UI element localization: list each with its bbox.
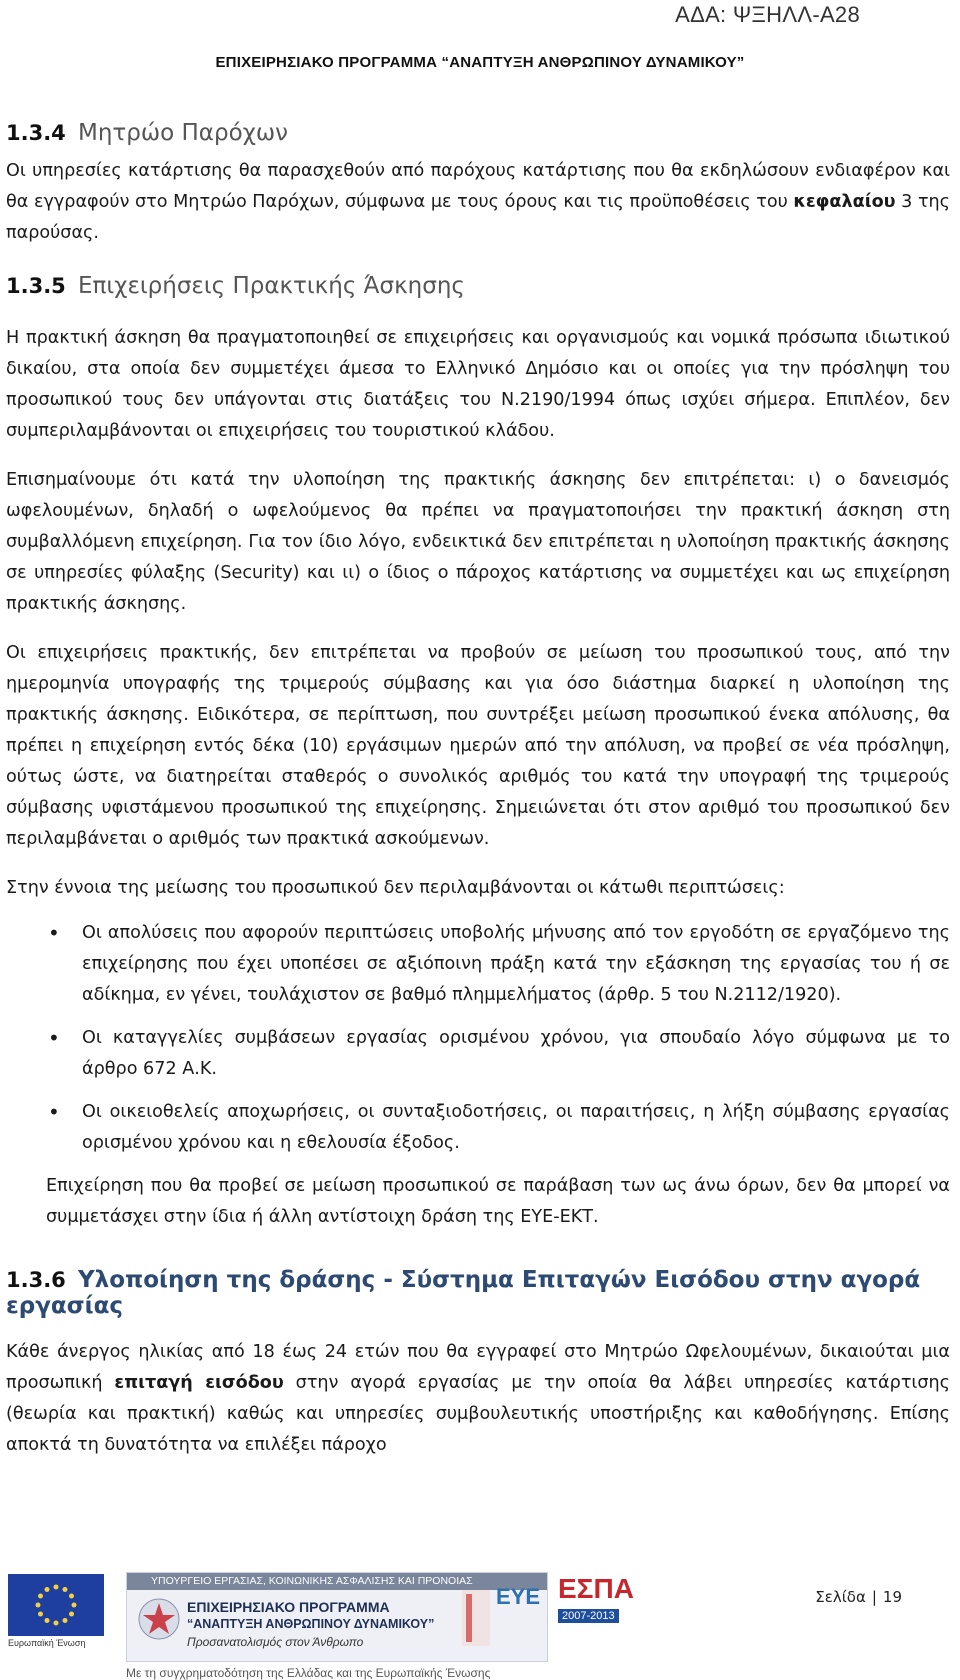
footer [0,1568,960,1678]
paragraph: Η πρακτική άσκηση θα πραγματοποιηθεί σε επιχειρήσεις και οργανισμούς και νομικά πρόσωπα ιδιωτικού δικαίου, στα οποία δεν συμμετέχει άμεσα το Ελληνικό Δημόσιο και οι οποίες για την πρόσληψη του προσωπικού τους δεν υπάγονται στις διατάξεις του Ν.2190/1994 όπως ισχύει σήμερα. Επιπλέον, δεν συμπεριλαμβάνονται οι επιχειρήσεις του τουριστικού κλάδου. [6,328,950,441]
page-number: Σελίδα | 19 [815,1588,902,1606]
eu-caption: Ευρωπαϊκή Ένωση [8,1638,86,1648]
section-heading-1-3-6 [6,1267,950,1319]
paragraph: Στην έννοια της μείωσης του προσωπικού δεν περιλαμβάνονται οι κάτωθι περιπτώσεις: [6,878,785,898]
bullet-icon: • [48,921,60,945]
paragraph: Οι επιχειρήσεις πρακτικής, δεν επιτρέπεται να προβούν σε μείωση του προσωπικού τους, από την ημερομηνία υπογραφής της τριμερούς σύμβασης και για όσο διάστημα διαρκεί η υλοποίηση της πρακτικής άσκησης. Ειδικότερα, σε περίπτωση, που συντρέξει μείωση προσωπικού ένεκα απόλυσης, θα πρέπει η επιχείρηση εντός δέκα (10) εργάσιμων ημερών από την απόλυση, να προβεί σε νέα πρόσληψη, ούτως ώστε, να διατηρείται σταθερός ο συνολικός αριθμός του κατά την υπογραφή της τριμερούς σύμβασης υφιστάμενου προσωπικού της επιχείρησης. Σημειώνεται ότι στον αριθμό του προσωπικού δεν περιλαμβάνεται ο αριθμός των πρακτικά ασκούμενων. [6,643,950,849]
paragraph: Οι υπηρεσίες κατάρτισης θα παρασχεθούν από παρόχους κατάρτισης που θα εκδηλώσουν ενδιαφέρον και θα εγγραφούν στο Μητρώο Παρόχων, σύμφωνα με τους όρους και τις προϋποθέσεις του κεφαλαίου 3 της παρούσας. [6,161,951,243]
list-item: • Οι καταγγελίες συμβάσεων εργασίας ορισμένου χρόνου, για σπουδαίο λόγο σύμφωνα με το άρθρο 672 Α.Κ. [6,1023,950,1085]
section-number: 1.3.6 [6,1268,66,1292]
section-number: 1.3.4 [6,121,66,145]
section-heading-1-3-4 [6,120,950,146]
espa-title: ΕΣΠΑ [558,1573,634,1604]
section-title: Μητρώο Παρόχων [78,120,289,146]
paragraph: Επιχείρηση που θα προβεί σε μείωση προσωπικού σε παράβαση των ως άνω όρων, δεν θα μπορεί να συμμετάσχει στην ίδια ή άλλη αντίστοιχη δράση της ΕΥΕ-ΕΚΤ. [46,1176,950,1227]
espa-logo [558,1574,658,1644]
eye-logo: ΕΥΕ [496,1584,541,1609]
section-heading-1-3-5 [6,273,950,299]
bold-term: κεφαλαίου [793,192,896,212]
ada-code: ΑΔΑ: ΨΞΗΛΛ-Α28 [675,2,860,27]
paragraph: Επισημαίνουμε ότι κατά την υλοποίηση της πρακτικής άσκησης δεν επιτρέπεται: ι) ο δανεισμός ωφελουμένων, δηλαδή ο ωφελούμενος θα πρέπει να πραγματοποιήσει την πρακτική άσκηση στη συμβαλλόμενη επιχείρηση. Για τον ίδιο λόγο, ενδεικτικά δεν επιτρέπεται η υλοποίηση πρακτικής άσκησης σε υπηρεσίες φύλαξης (Security) και ιι) ο ίδιος ο πάροχος κατάρτισης να συμμετέχει και ως επιχείρηση πρακτικής άσκησης. [6,470,950,614]
section-number: 1.3.5 [6,274,66,298]
paragraph: Κάθε άνεργος ηλικίας από 18 έως 24 ετών που θα εγγραφεί στο Μητρώο Ωφελουμένων, δικαιούται μια προσωπική επιταγή εισόδου στην αγορά εργασίας με την οποία θα λάβει υπηρεσίες κατάρτισης (θεωρία και πρακτική) καθώς και υπηρεσίες συμβουλευτικής υποστήριξης και καθοδήγησης. Επίσης αποκτά τη δυνατότητα να επιλέξει πάροχο [6,1342,950,1455]
list-item: • Οι οικειοθελείς αποχωρήσεις, οι συνταξιοδοτήσεις, οι παραιτήσεις, η λήξη σύμβασης εργασίας ορισμένου χρόνου και η εθελουσία έξοδος. [6,1097,950,1159]
ministry-label: ΥΠΟΥΡΓΕΙΟ ΕΡΓΑΣΙΑΣ, ΚΟΙΝΩΝΙΚΗΣ ΑΣΦΑΛΙΣΗΣ ΚΑΙ ΠΡΟΝΟΙΑΣ [127,1573,547,1590]
bullet-icon: • [48,1026,60,1050]
cofunding-slogan: Με τη συγχρηματοδότηση της Ελλάδας και της Ευρωπαϊκής Ένωσης [126,1666,491,1680]
ekt-logo-icon [460,1586,492,1650]
program-emblem-icon [137,1597,181,1641]
section-title: Επιχειρήσεις Πρακτικής Άσκησης [78,273,465,299]
bullet-icon: • [48,1100,60,1124]
banner-title: ΕΠΙΧΕΙΡΗΣΙΑΚΟ ΠΡΟΓΡΑΜΜΑ [187,1599,390,1615]
banner-tagline: Προσανατολισμός στον Άνθρωπο [187,1635,364,1649]
eu-flag-icon [8,1574,104,1636]
document-body [6,120,950,1461]
exceptions-list [6,918,950,1159]
espa-years: 2007-2013 [558,1609,619,1623]
bold-term: επιταγή εισόδου [114,1373,284,1393]
list-item: • Οι απολύσεις που αφορούν περιπτώσεις υποβολής μήνυσης από τον εργοδότη σε εργαζόμενο της επιχείρησης που έχει υποπέσει σε αξιόποινη πράξη κατά την εξάσκηση της εργασίας του ή σε αδίκημα, εν γένει, τουλάχιστον σε βαθμό πλημμελήματος (άρθρ. 5 του Ν.2112/1920). [6,918,950,1011]
section-title: Υλοποίηση της δράσης - Σύστημα Επιταγών Εισόδου στην αγορά εργασίας [6,1267,921,1319]
banner-subtitle: “ΑΝΑΠΤΥΞΗ ΑΝΘΡΩΠΙΝΟΥ ΔΥΝΑΜΙΚΟΥ” [187,1617,435,1631]
program-title: ΕΠΙΧΕΙΡΗΣΙΑΚΟ ΠΡΟΓΡΑΜΜΑ “ΑΝΑΠΤΥΞΗ ΑΝΘΡΩΠΙΝΟΥ ΔΥΝΑΜΙΚΟΥ” [215,54,745,71]
